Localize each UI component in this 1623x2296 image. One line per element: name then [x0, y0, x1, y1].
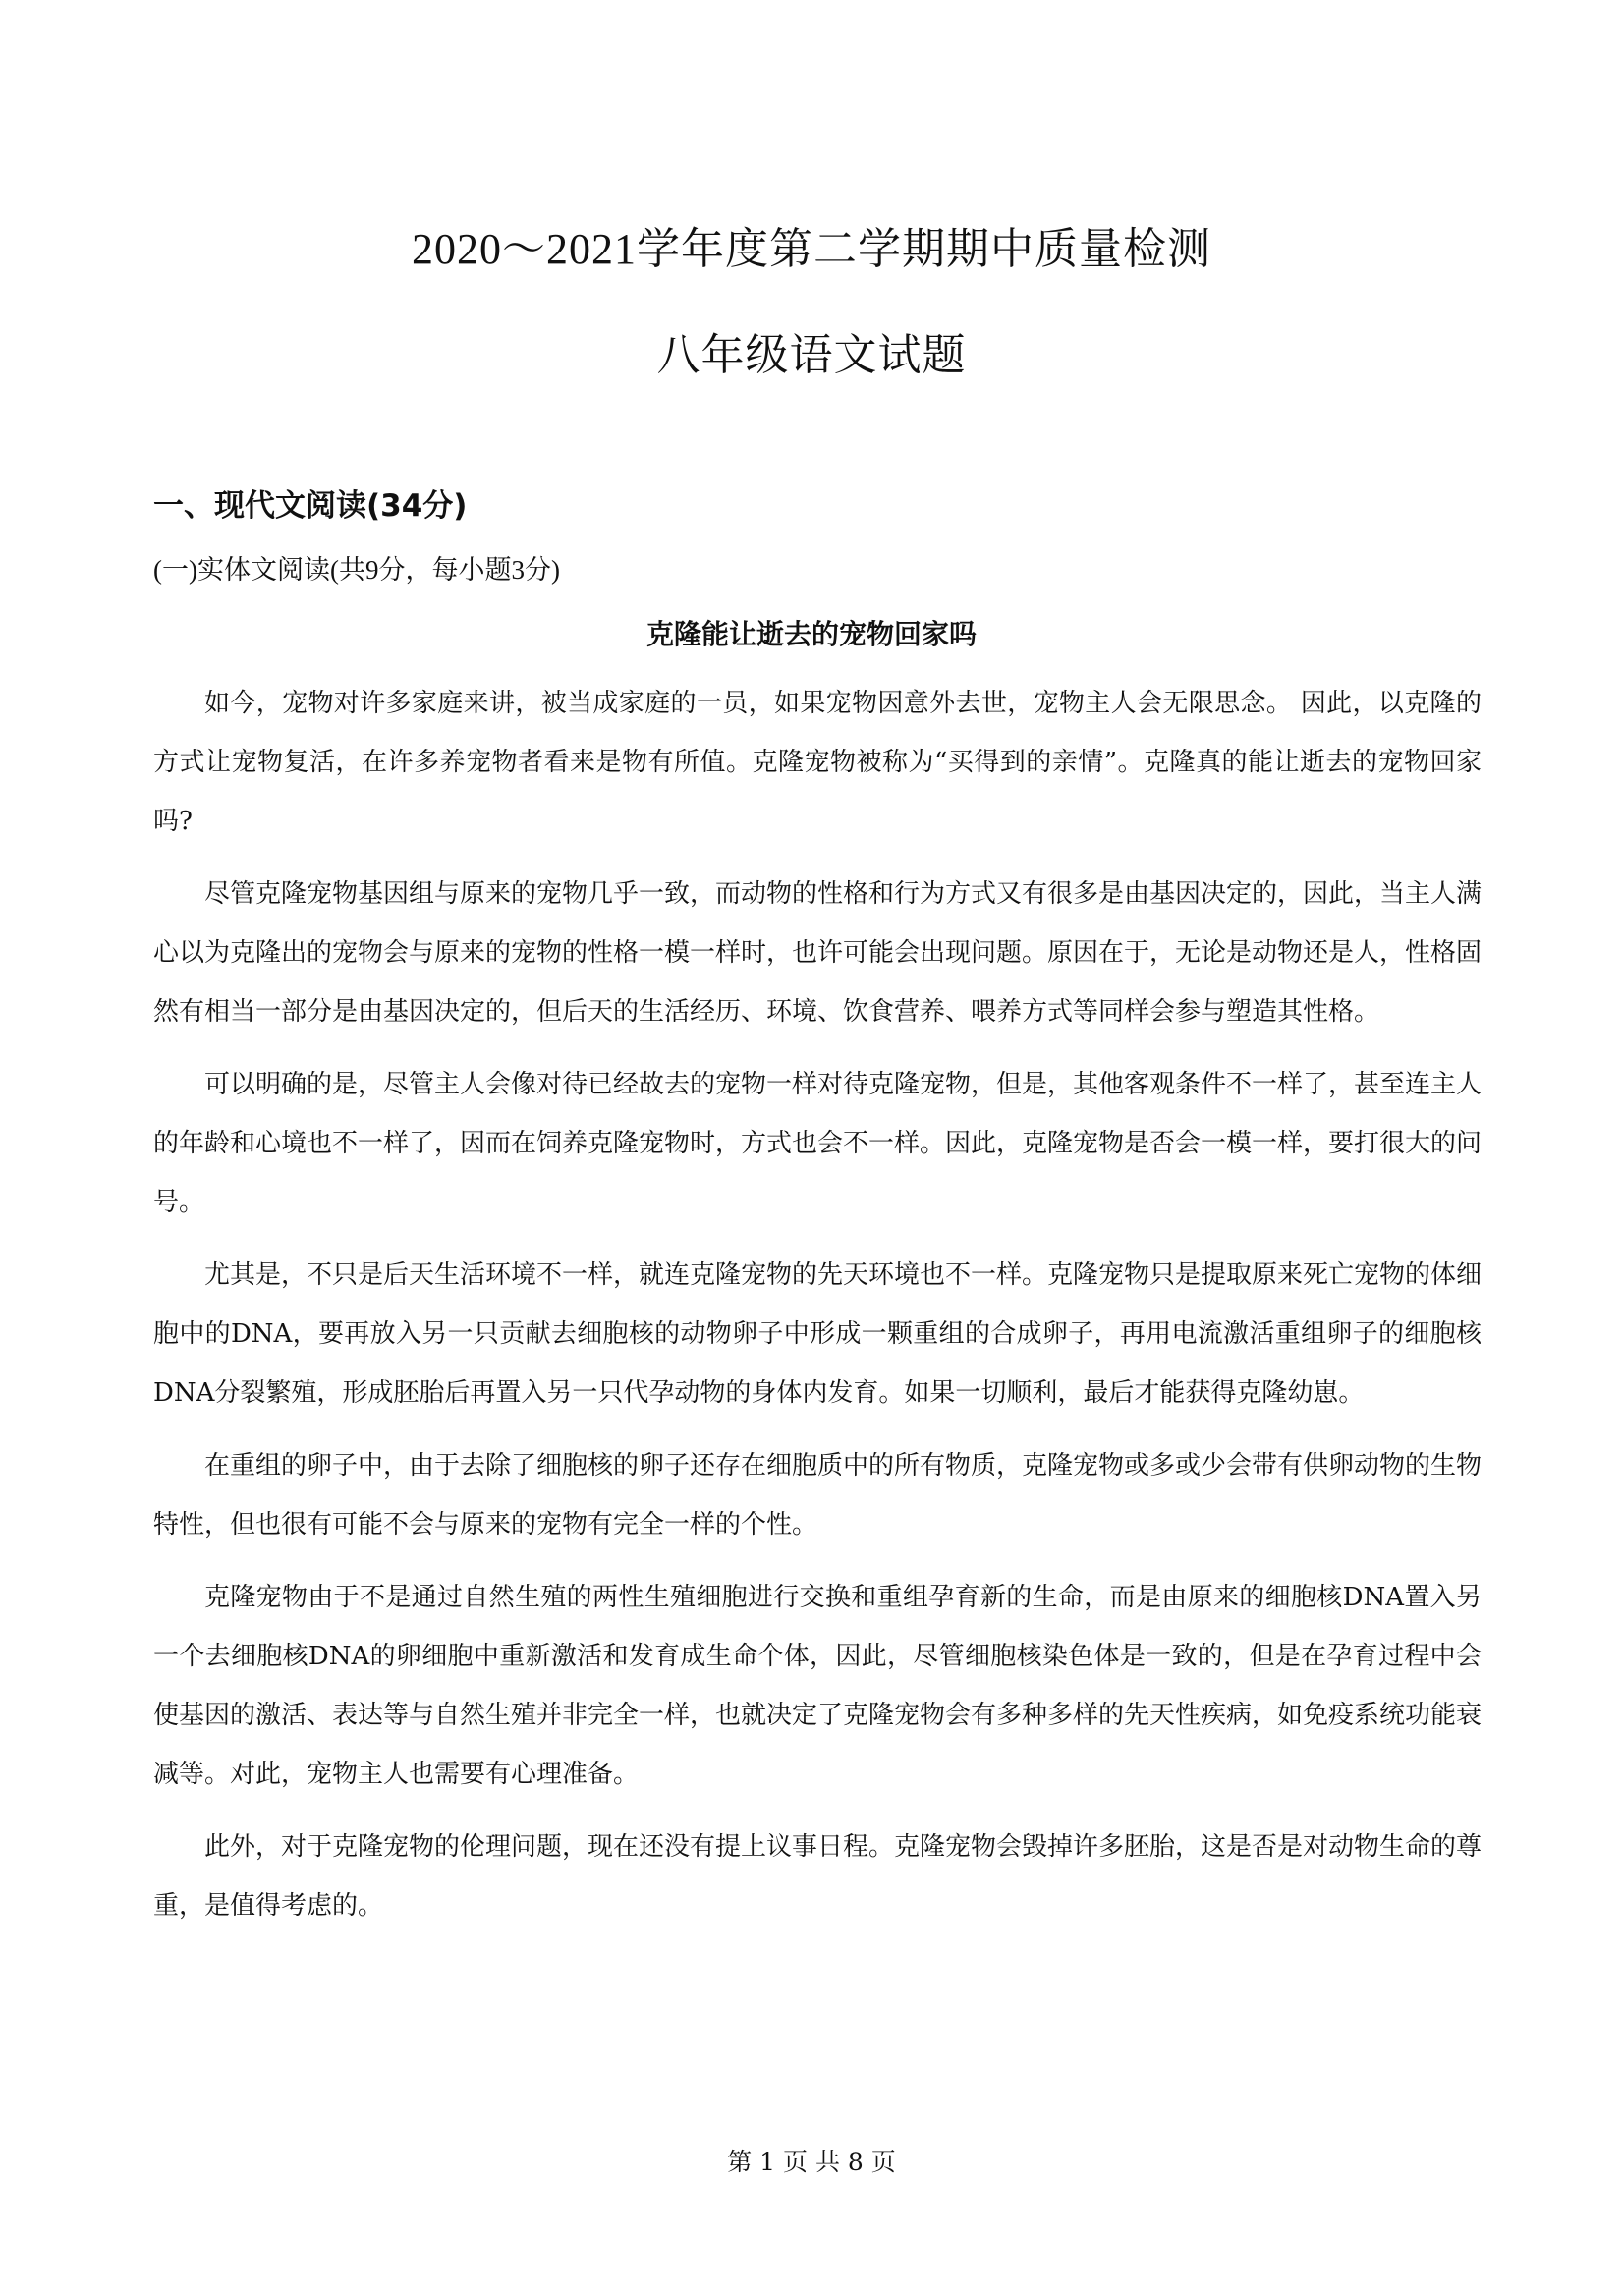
exam-subtitle: 八年级语文试题 — [656, 331, 967, 379]
article-paragraph: 如今，宠物对许多家庭来讲，被当成家庭的一员，如果宠物因意外去世，宠物主人会无限思念。 因此，以克隆的方式让宠物复活，在许多养宠物者看来是物有所值。克隆宠物被称为“买得到的亲情”。克隆真的能让逝去的宠物回家吗? — [153, 689, 1482, 836]
article-paragraph: 尤其是，不只是后天生活环境不一样，就连克隆宠物的先天环境也不一样。克隆宠物只是提取原来死亡宠物的体细胞中的DNA，要再放入另一只贡献去细胞核的动物卵子中形成一颗重组的合成卵子，再用电流激活重组卵子的细胞核DNA分裂繁殖，形成胚胎后再置入另一只代孕动物的身体内发育。如果一切顺利，最后才能获得克隆幼崽。 — [153, 1260, 1483, 1408]
section-heading: 一、现代文阅读(34分) — [153, 488, 468, 524]
article-paragraph: 尽管克隆宠物基因组与原来的宠物几乎一致，而动物的性格和行为方式又有很多是由基因决定的，因此，当主人满心以为克隆出的宠物会与原来的宠物的性格一模一样时，也许可能会出现问题。原因在于，无论是动物还是人，性格固然有相当一部分是由基因决定的，但后天的生活经历、环境、饮食营养、喂养方式等同样会参与塑造其性格。 — [153, 879, 1483, 1027]
article-paragraph: 此外，对于克隆宠物的伦理问题，现在还没有提上议事日程。克隆宠物会毁掉许多胚胎，这是否是对动物生命的尊重，是值得考虑的。 — [153, 1832, 1483, 1921]
subsection-heading: (一)实体文阅读(共9分，每小题3分) — [153, 555, 560, 585]
page-number: 第 1 页 共 8 页 — [727, 2148, 896, 2176]
article-paragraph: 在重组的卵子中，由于去除了细胞核的卵子还存在细胞质中的所有物质，克隆宠物或多或少会带有供卵动物的生物特性，但也很有可能不会与原来的宠物有完全一样的个性。 — [153, 1451, 1483, 1540]
article-paragraph: 克隆宠物由于不是通过自然生殖的两性生殖细胞进行交换和重组孕育新的生命，而是由原来的细胞核DNA置入另一个去细胞核DNA的卵细胞中重新激活和发育成生命个体，因此，尽管细胞核染色体是一致的，但是在孕育过程中会使基因的激活、表达等与自然生殖并非完全一样，也就决定了克隆宠物会有多种多样的先天性疾病，如免疫系统功能衰减等。对此，宠物主人也需要有心理准备。 — [153, 1583, 1483, 1789]
article-body — [153, 674, 1482, 1949]
article-paragraph: 可以明确的是，尽管主人会像对待已经故去的宠物一样对待克隆宠物，但是，其他客观条件不一样了，甚至连主人的年龄和心境也不一样了，因而在饲养克隆宠物时，方式也会不一样。因此，克隆宠物是否会一模一样，要打很大的问号。 — [153, 1070, 1483, 1217]
article-title: 克隆能让逝去的宠物回家吗 — [645, 618, 977, 650]
exam-title: 2020～2021学年度第二学期期中质量检测 — [412, 225, 1211, 273]
